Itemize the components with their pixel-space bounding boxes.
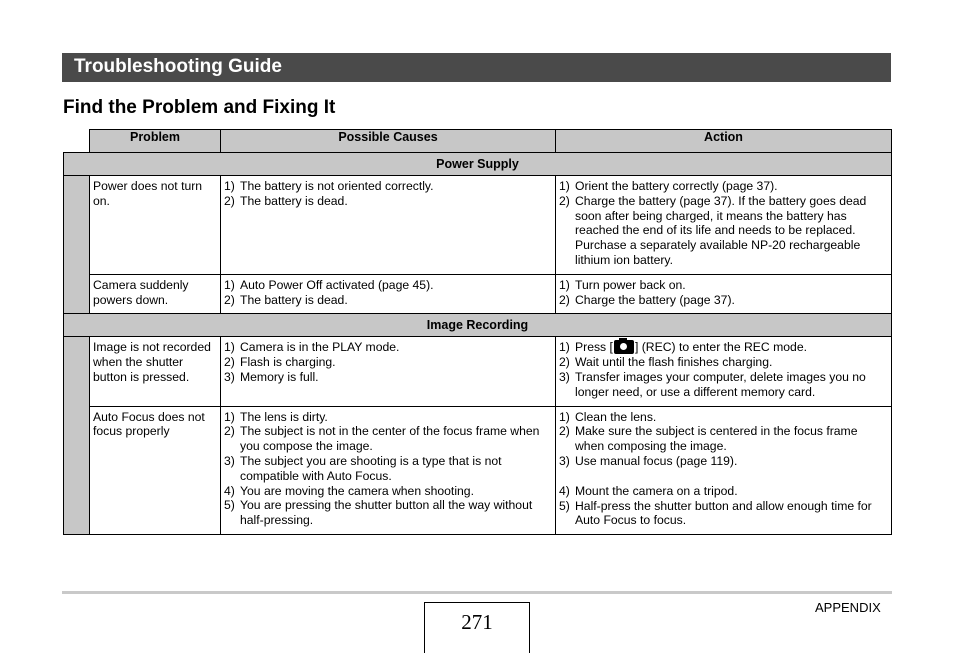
side-bar bbox=[64, 176, 90, 314]
list-item: 3) Transfer images your computer, delete images you no longer need, or use a different memory card. bbox=[559, 369, 866, 399]
causes-cell bbox=[221, 337, 556, 406]
chapter-banner bbox=[62, 53, 891, 82]
causes-cell bbox=[221, 274, 556, 314]
section-label: APPENDIX bbox=[815, 600, 881, 615]
list-item: 2) Charge the battery (page 37). bbox=[559, 292, 735, 307]
list-item: 3) The subject you are shooting is a type that is not compatible with Auto Focus. bbox=[224, 453, 502, 483]
list-item: 1) Orient the battery correctly (page 37). bbox=[559, 179, 778, 193]
action-cell bbox=[556, 176, 892, 275]
list-item: 1) The battery is not oriented correctly. bbox=[224, 179, 434, 193]
side-bar bbox=[64, 337, 90, 535]
list-item: 2) The battery is dead. bbox=[224, 292, 348, 307]
header-problem: Problem bbox=[90, 130, 221, 153]
list-item: 1) Turn power back on. bbox=[559, 277, 686, 292]
list-item: 2) Wait until the flash finishes charging. bbox=[559, 355, 773, 370]
list-item: 1) The lens is dirty. bbox=[224, 409, 328, 424]
list-item: 3) Use manual focus (page 119). bbox=[559, 453, 738, 468]
list-item: 2) Flash is charging. bbox=[224, 355, 336, 370]
action-cell bbox=[556, 274, 892, 314]
list-item: 1) Camera is in the PLAY mode. bbox=[224, 340, 400, 355]
category-row bbox=[64, 314, 892, 337]
list-item: 2) Charge the battery (page 37). If the battery goes dead soon after being charged, it means the battery has reached the end of its life and needs to be replaced. Purchase a separately available NP-20 rechargeable lithium ion battery. bbox=[559, 193, 867, 267]
banner-title: Troubleshooting Guide bbox=[74, 56, 282, 77]
action-cell bbox=[556, 337, 892, 406]
list-item: 2) The subject is not in the center of the focus frame when you compose the image. bbox=[224, 424, 540, 454]
list-item: 5) Half-press the shutter button and allow enough time for Auto Focus to focus. bbox=[559, 498, 872, 528]
page-number: 271 bbox=[424, 602, 530, 653]
list-item: 1) Press [ ] (REC) to enter the REC mode. bbox=[559, 340, 807, 355]
section-title: Find the Problem and Fixing It bbox=[63, 97, 336, 118]
list-item: 1) Clean the lens. bbox=[559, 409, 657, 424]
table-header-row bbox=[64, 130, 892, 153]
list-item: 4) You are moving the camera when shooting. bbox=[224, 483, 474, 498]
header-causes: Possible Causes bbox=[221, 130, 556, 153]
causes-cell bbox=[221, 176, 556, 275]
table-corner bbox=[64, 130, 90, 153]
category-power-supply: Power Supply bbox=[64, 153, 892, 176]
table-row bbox=[64, 176, 892, 275]
category-row bbox=[64, 153, 892, 176]
table-row bbox=[64, 406, 892, 535]
list-item: 2) The battery is dead. bbox=[224, 193, 348, 208]
action-cell bbox=[556, 406, 892, 535]
list-item: 1) Auto Power Off activated (page 45). bbox=[224, 277, 434, 292]
problem-cell: Camera suddenly powers down. bbox=[90, 274, 221, 314]
header-action: Action bbox=[556, 130, 892, 153]
list-item: 5) You are pressing the shutter button all the way without half-pressing. bbox=[224, 498, 533, 528]
troubleshooting-table bbox=[63, 129, 892, 535]
table-row bbox=[64, 337, 892, 406]
table-row bbox=[64, 274, 892, 314]
list-item: 4) Mount the camera on a tripod. bbox=[559, 483, 738, 498]
camera-icon bbox=[614, 340, 634, 354]
problem-cell: Image is not recorded when the shutter button is pressed. bbox=[90, 337, 221, 406]
list-item: 3) Memory is full. bbox=[224, 369, 319, 384]
problem-cell: Auto Focus does not focus properly bbox=[90, 406, 221, 535]
category-image-recording: Image Recording bbox=[64, 314, 892, 337]
problem-cell: Power does not turn on. bbox=[90, 176, 221, 275]
causes-cell bbox=[221, 406, 556, 535]
footer-divider bbox=[62, 591, 892, 594]
list-item: 2) Make sure the subject is centered in the focus frame when composing the image. bbox=[559, 424, 858, 454]
